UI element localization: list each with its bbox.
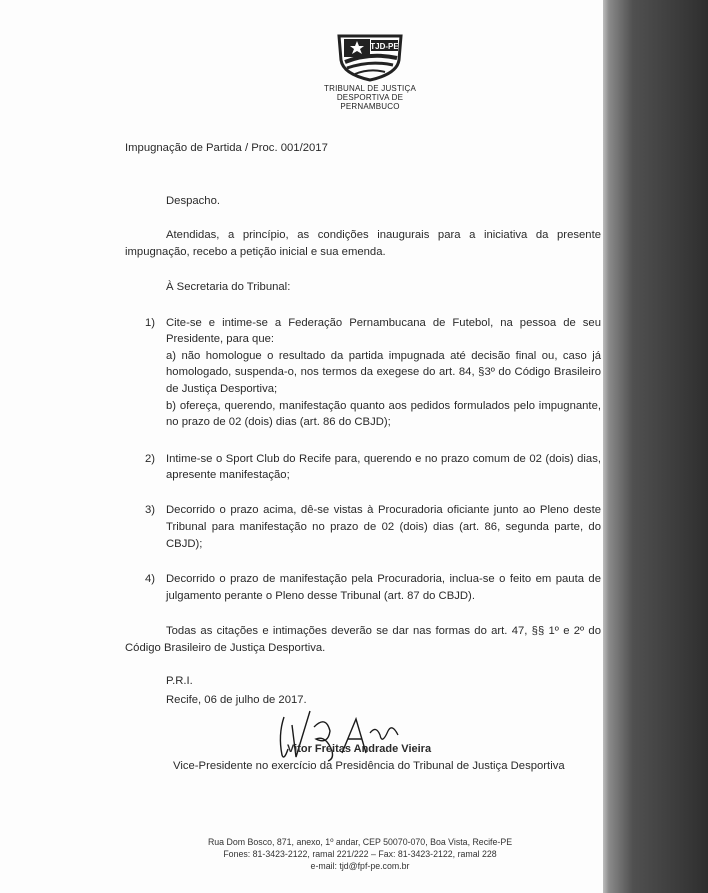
footer-email: e-mail: tjd@fpf-pe.com.br: [310, 861, 410, 871]
item-1-line: a) não homologue o resultado da partida impugnada até decisão final ou, caso já: [166, 350, 601, 362]
org-name: [308, 84, 432, 111]
closing-line-1: Todas as citações e intimações deverão se dar nas formas do art. 47, §§ 1º e 2º do: [166, 625, 601, 637]
org-name-line2: DESPORTIVA DE PERNAMBUCO: [336, 93, 404, 111]
item-3-line: Tribunal para manifestação no prazo de 02 (dois) dias (art. 86, segunda parte, do: [166, 521, 601, 533]
closing-line-2: Código Brasileiro de Justiça Desportiva.: [125, 642, 326, 654]
despacho-heading: Despacho.: [166, 195, 221, 207]
intro-line-2: impugnação, recebo a petição inicial e sua emenda.: [125, 246, 386, 258]
secretaria-heading: À Secretaria do Tribunal:: [166, 281, 291, 293]
org-name-line1: TRIBUNAL DE JUSTIÇA: [324, 84, 416, 93]
item-1-line: homologado, suspenda-o, nos termos da exegese do art. 84, §3º do Código Brasileiro: [166, 366, 601, 378]
footer-address: Rua Dom Bosco, 871, anexo, 1º andar, CEP 50070-070, Boa Vista, Recife-PE: [207, 837, 513, 847]
item-number: 4): [145, 573, 156, 585]
item-number: 1): [145, 317, 156, 329]
item-2-line: Intime-se o Sport Club do Recife para, querendo e no prazo comum de 02 (dois) dias,: [166, 453, 601, 465]
tjd-pe-logo: [333, 30, 407, 82]
item-4-line: Decorrido o prazo de manifestação pela Procuradoria, inclua-se o feito em pauta de: [166, 573, 601, 585]
item-number: 2): [145, 453, 156, 465]
item-1-line: de Justiça Desportiva;: [166, 383, 278, 395]
item-4-line: julgamento perante o Pleno desse Tribunal (art. 87 do CBJD).: [166, 590, 475, 602]
page-edge-shadow: [603, 0, 708, 893]
signatory-role: Vice-Presidente no exercício da Presidência do Tribunal de Justiça Desportiva: [173, 760, 565, 772]
item-1-line: no prazo de 02 (dois) dias (art. 86 do CBJD);: [166, 416, 391, 428]
item-1-line: Presidente, para que:: [166, 333, 275, 345]
footer-phones: Fones: 81-3423-2122, ramal 221/222 – Fax: 81-3423-2122, ramal 228: [223, 849, 497, 859]
intro-line-1: Atendidas, a princípio, as condições inaugurais para a iniciativa da presente: [166, 229, 601, 241]
svg-text:TJD-PE: TJD-PE: [370, 42, 399, 51]
signatory-name: Vitor Freitas Andrade Vieira: [287, 743, 432, 755]
item-1-line: b) ofereça, querendo, manifestação quanto aos pedidos formulados pelo impugnante,: [166, 400, 601, 412]
process-title: Impugnação de Partida / Proc. 001/2017: [125, 142, 328, 154]
pri-text: P.R.I.: [166, 675, 193, 687]
footer: [180, 836, 540, 872]
item-3-line: CBJD);: [166, 538, 203, 550]
item-1-line: Cite-se e intime-se a Federação Pernambucana de Futebol, na pessoa de seu: [166, 317, 601, 329]
item-number: 3): [145, 504, 156, 516]
item-2-line: apresente manifestação;: [166, 469, 290, 481]
item-3-line: Decorrido o prazo acima, dê-se vistas à Procuradoria oficiante junto ao Pleno deste: [166, 504, 601, 516]
date-line: Recife, 06 de julho de 2017.: [166, 694, 307, 706]
